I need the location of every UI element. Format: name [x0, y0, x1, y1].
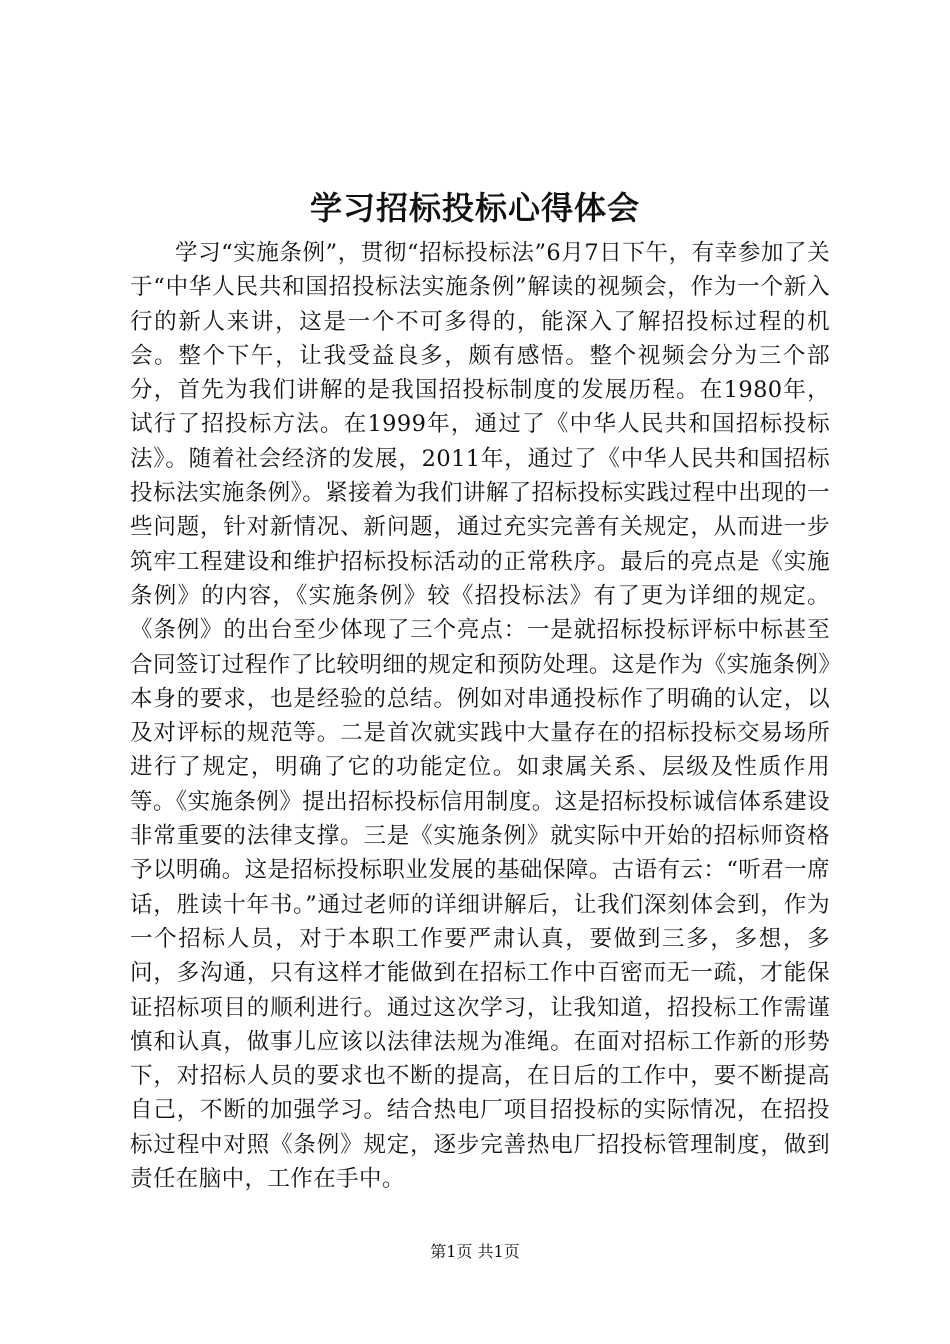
document-title: 学习招标投标心得体会: [309, 189, 640, 227]
page-number-footer: 第1页 共1页: [430, 1242, 520, 1261]
document-body-paragraph: 学习“实施条例”，贯彻“招标投标法”6月7日下午，有幸参加了关于“中华人民共和国招投标法实施条例”解读的视频会，作为一个新入行的新人来讲，这是一个不可多得的，能深入了解招投标过程的机会。整个下午，让我受益良多，颇有感悟。整个视频会分为三个部分，首先为我们讲解的是我国招投标制度的发展历程。在1980年，试行了招投标方法。在1999年，通过了《中华人民共和国招标投标法》。随着社会经济的发展，2011年，通过了《中华人民共和国招标投标法实施条例》。紧接着为我们讲解了招标投标实践过程中出现的一些问题，针对新情况、新问题，通过充实完善有关规定，从而进一步筑牢工程建设和维护招标投标活动的正常秩序。最后的亮点是《实施条例》的内容，《实施条例》较《招投标法》有了更为详细的规定。《条例》的出台至少体现了三个亮点：一是就招标投标评标中标甚至合同签订过程作了比较明细的规定和预防处理。这是作为《实施条例》本身的要求，也是经验的总结。例如对串通投标作了明确的认定，以及对评标的规范等。二是首次就实践中大量存在的招标投标交易场所进行了规定，明确了它的功能定位。如隶属关系、层级及性质作用等。《实施条例》提出招标投标信用制度。这是招标投标诚信体系建设非常重要的法律支撑。三是《实施条例》就实际中开始的招标师资格予以明确。这是招标投标职业发展的基础保障。古语有云：“听君一席话，胜读十年书。”通过老师的详细讲解后，让我们深刻体会到，作为一个招标人员，对于本职工作要严肃认真，要做到三多，多想，多问，多沟通，只有这样才能做到在招标工作中百密而无一疏，才能保证招标项目的顺利进行。通过这次学习，让我知道，招投标工作需谨慎和认真，做事儿应该以法律法规为准绳。在面对招标工作新的形势下，对招标人员的要求也不断的提高，在日后的工作中，要不断提高自己，不断的加强学习。结合热电厂项目招投标的实际情况，在招投标过程中对照《条例》规定，逐步完善热电厂招投标管理制度，做到责任在脑中，工作在手中。: [130, 240, 830, 1193]
